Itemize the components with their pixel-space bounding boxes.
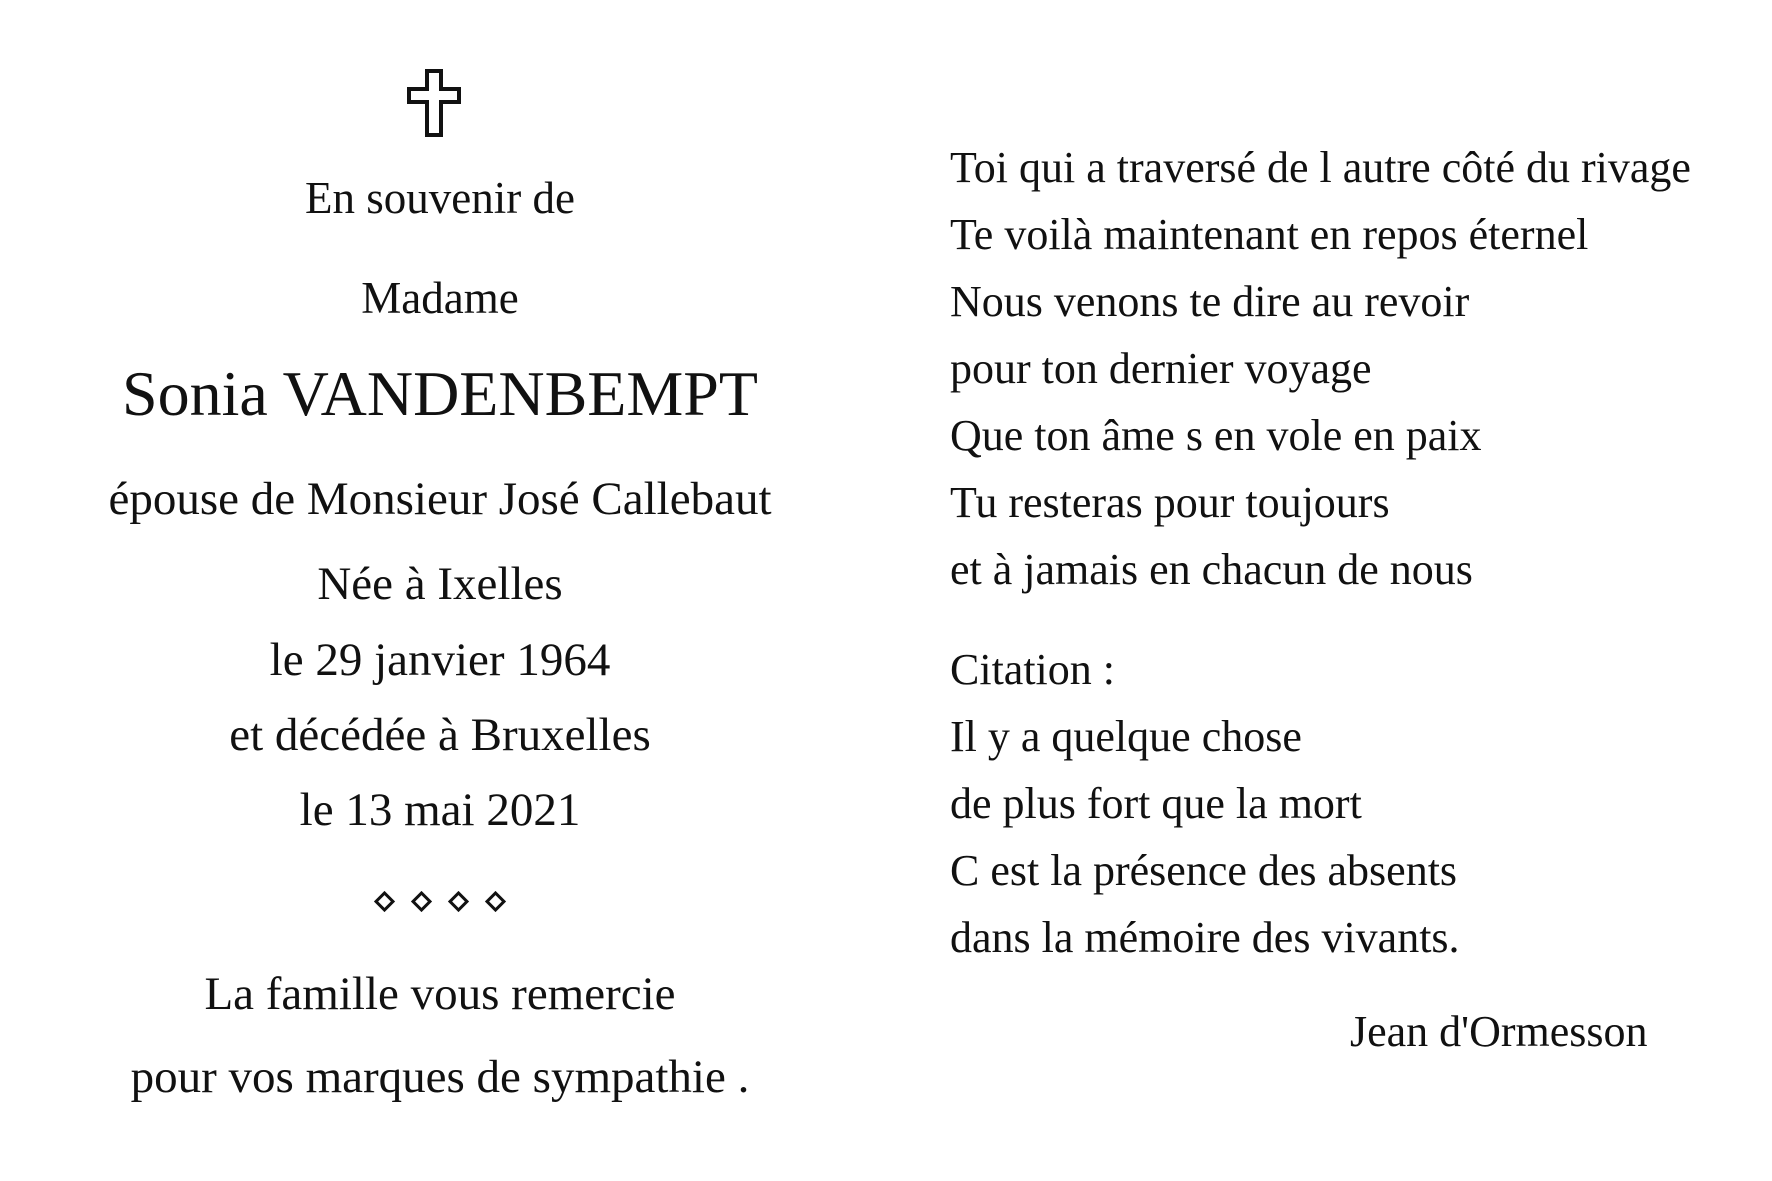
honorific-title: Madame [361, 273, 519, 323]
citation-line: C est la présence des absents [950, 846, 1458, 895]
deceased-name: Sonia VANDENBEMPT [122, 358, 758, 429]
poem-line: Toi qui a traversé de l autre côté du rivage [950, 143, 1691, 192]
latin-cross-icon [405, 69, 463, 139]
birth-date: le 29 janvier 1964 [269, 634, 611, 686]
memorial-left-panel [40, 0, 840, 1181]
citation-line: Il y a quelque chose [950, 712, 1302, 761]
memorial-right-panel [950, 0, 1750, 1181]
diamond-icon [374, 891, 395, 912]
death-place: et décédée à Bruxelles [229, 709, 651, 761]
poem-line: et à jamais en chacun de nous [950, 545, 1473, 594]
poem-line: Nous venons te dire au revoir [950, 277, 1470, 326]
citation-author: Jean d'Ormesson [1350, 1007, 1648, 1056]
citation-heading: Citation : [950, 645, 1115, 694]
spouse-line: épouse de Monsieur José Callebaut [108, 473, 772, 525]
death-date: le 13 mai 2021 [299, 784, 581, 836]
diamond-icon [411, 891, 432, 912]
diamond-icon [485, 891, 506, 912]
poem-line: Te voilà maintenant en repos éternel [950, 210, 1589, 259]
thanks-line-1: La famille vous remercie [204, 968, 676, 1020]
diamond-icon [448, 891, 469, 912]
citation-line: dans la mémoire des vivants. [950, 913, 1460, 962]
poem-line: pour ton dernier voyage [950, 344, 1372, 393]
in-memory-heading: En souvenir de [305, 173, 575, 223]
poem-line: Que ton âme s en vole en paix [950, 411, 1482, 460]
diamond-row-icon [40, 888, 840, 918]
thanks-line-2: pour vos marques de sympathie . [130, 1051, 750, 1103]
birth-place: Née à Ixelles [317, 558, 563, 610]
poem-line: Tu resteras pour toujours [950, 478, 1390, 527]
citation-line: de plus fort que la mort [950, 779, 1362, 828]
